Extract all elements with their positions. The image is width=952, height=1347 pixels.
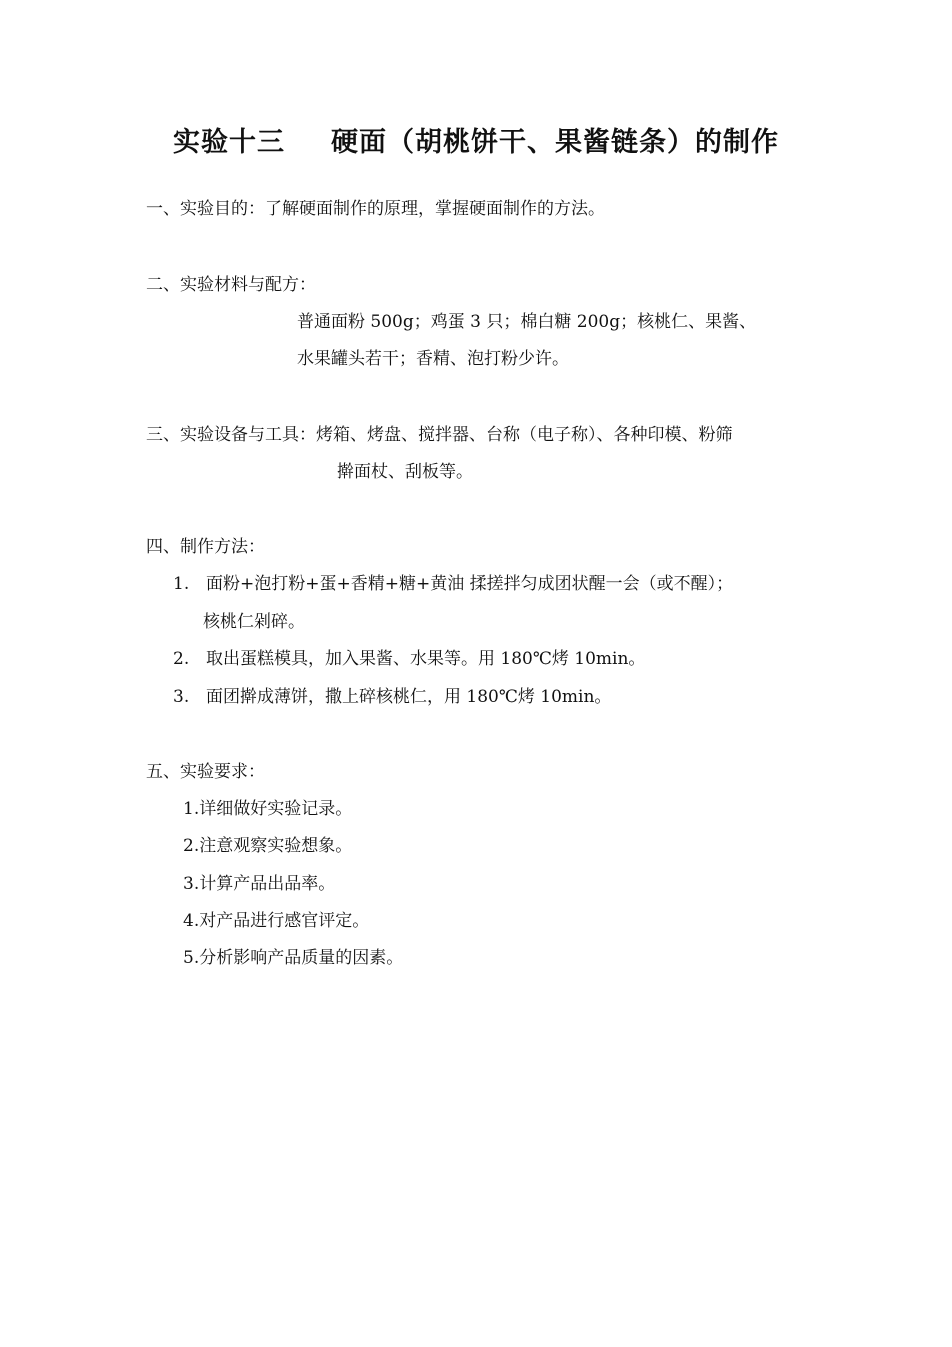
requirement-item: 1.详细做好实验记录。: [183, 799, 353, 819]
method-step-1-number: 1.: [173, 574, 190, 594]
section-method-heading: 四、制作方法：: [146, 537, 265, 557]
requirement-item: 2.注意观察实验想象。: [183, 836, 353, 856]
title-experiment-number: 实验十三: [173, 127, 285, 158]
method-step-2-number: 2.: [173, 649, 190, 669]
section-materials-heading: 二、实验材料与配方：: [146, 275, 316, 295]
method-step-3-number: 3.: [173, 687, 190, 707]
materials-line-1: 普通面粉 500g；鸡蛋 3 只；棉白糖 200g；核桃仁、果酱、: [297, 312, 757, 332]
requirement-item: 4.对产品进行感官评定。: [183, 911, 370, 931]
materials-line-2: 水果罐头若干；香精、泡打粉少许。: [297, 349, 569, 369]
title-experiment-name: 硬面（胡桃饼干、果酱链条）的制作: [331, 127, 779, 158]
section-equipment: 三、实验设备与工具：烤箱、烤盘、搅拌器、台称（电子称）、各种印模、粉筛: [146, 425, 733, 445]
section-requirements-heading: 五、实验要求：: [146, 762, 265, 782]
page-title: [0, 120, 952, 159]
method-step-1-continued: 核桃仁剁碎。: [203, 612, 305, 632]
requirement-item: 3.计算产品出品率。: [183, 874, 336, 894]
method-step-2-text: 取出蛋糕模具，加入果酱、水果等。用 180℃烤 10min。: [206, 649, 646, 669]
section-purpose: 一、实验目的：了解硬面制作的原理，掌握硬面制作的方法。: [146, 199, 605, 219]
method-step-1-text: 面粉+泡打粉+蛋+香精+糖+黄油 揉搓拌匀成团状醒一会（或不醒）；: [206, 574, 734, 594]
method-step-3-text: 面团擀成薄饼，撒上碎核桃仁，用 180℃烤 10min。: [206, 687, 612, 707]
equipment-line-2: 擀面杖、刮板等。: [337, 462, 473, 482]
requirement-item: 5.分析影响产品质量的因素。: [183, 948, 404, 968]
